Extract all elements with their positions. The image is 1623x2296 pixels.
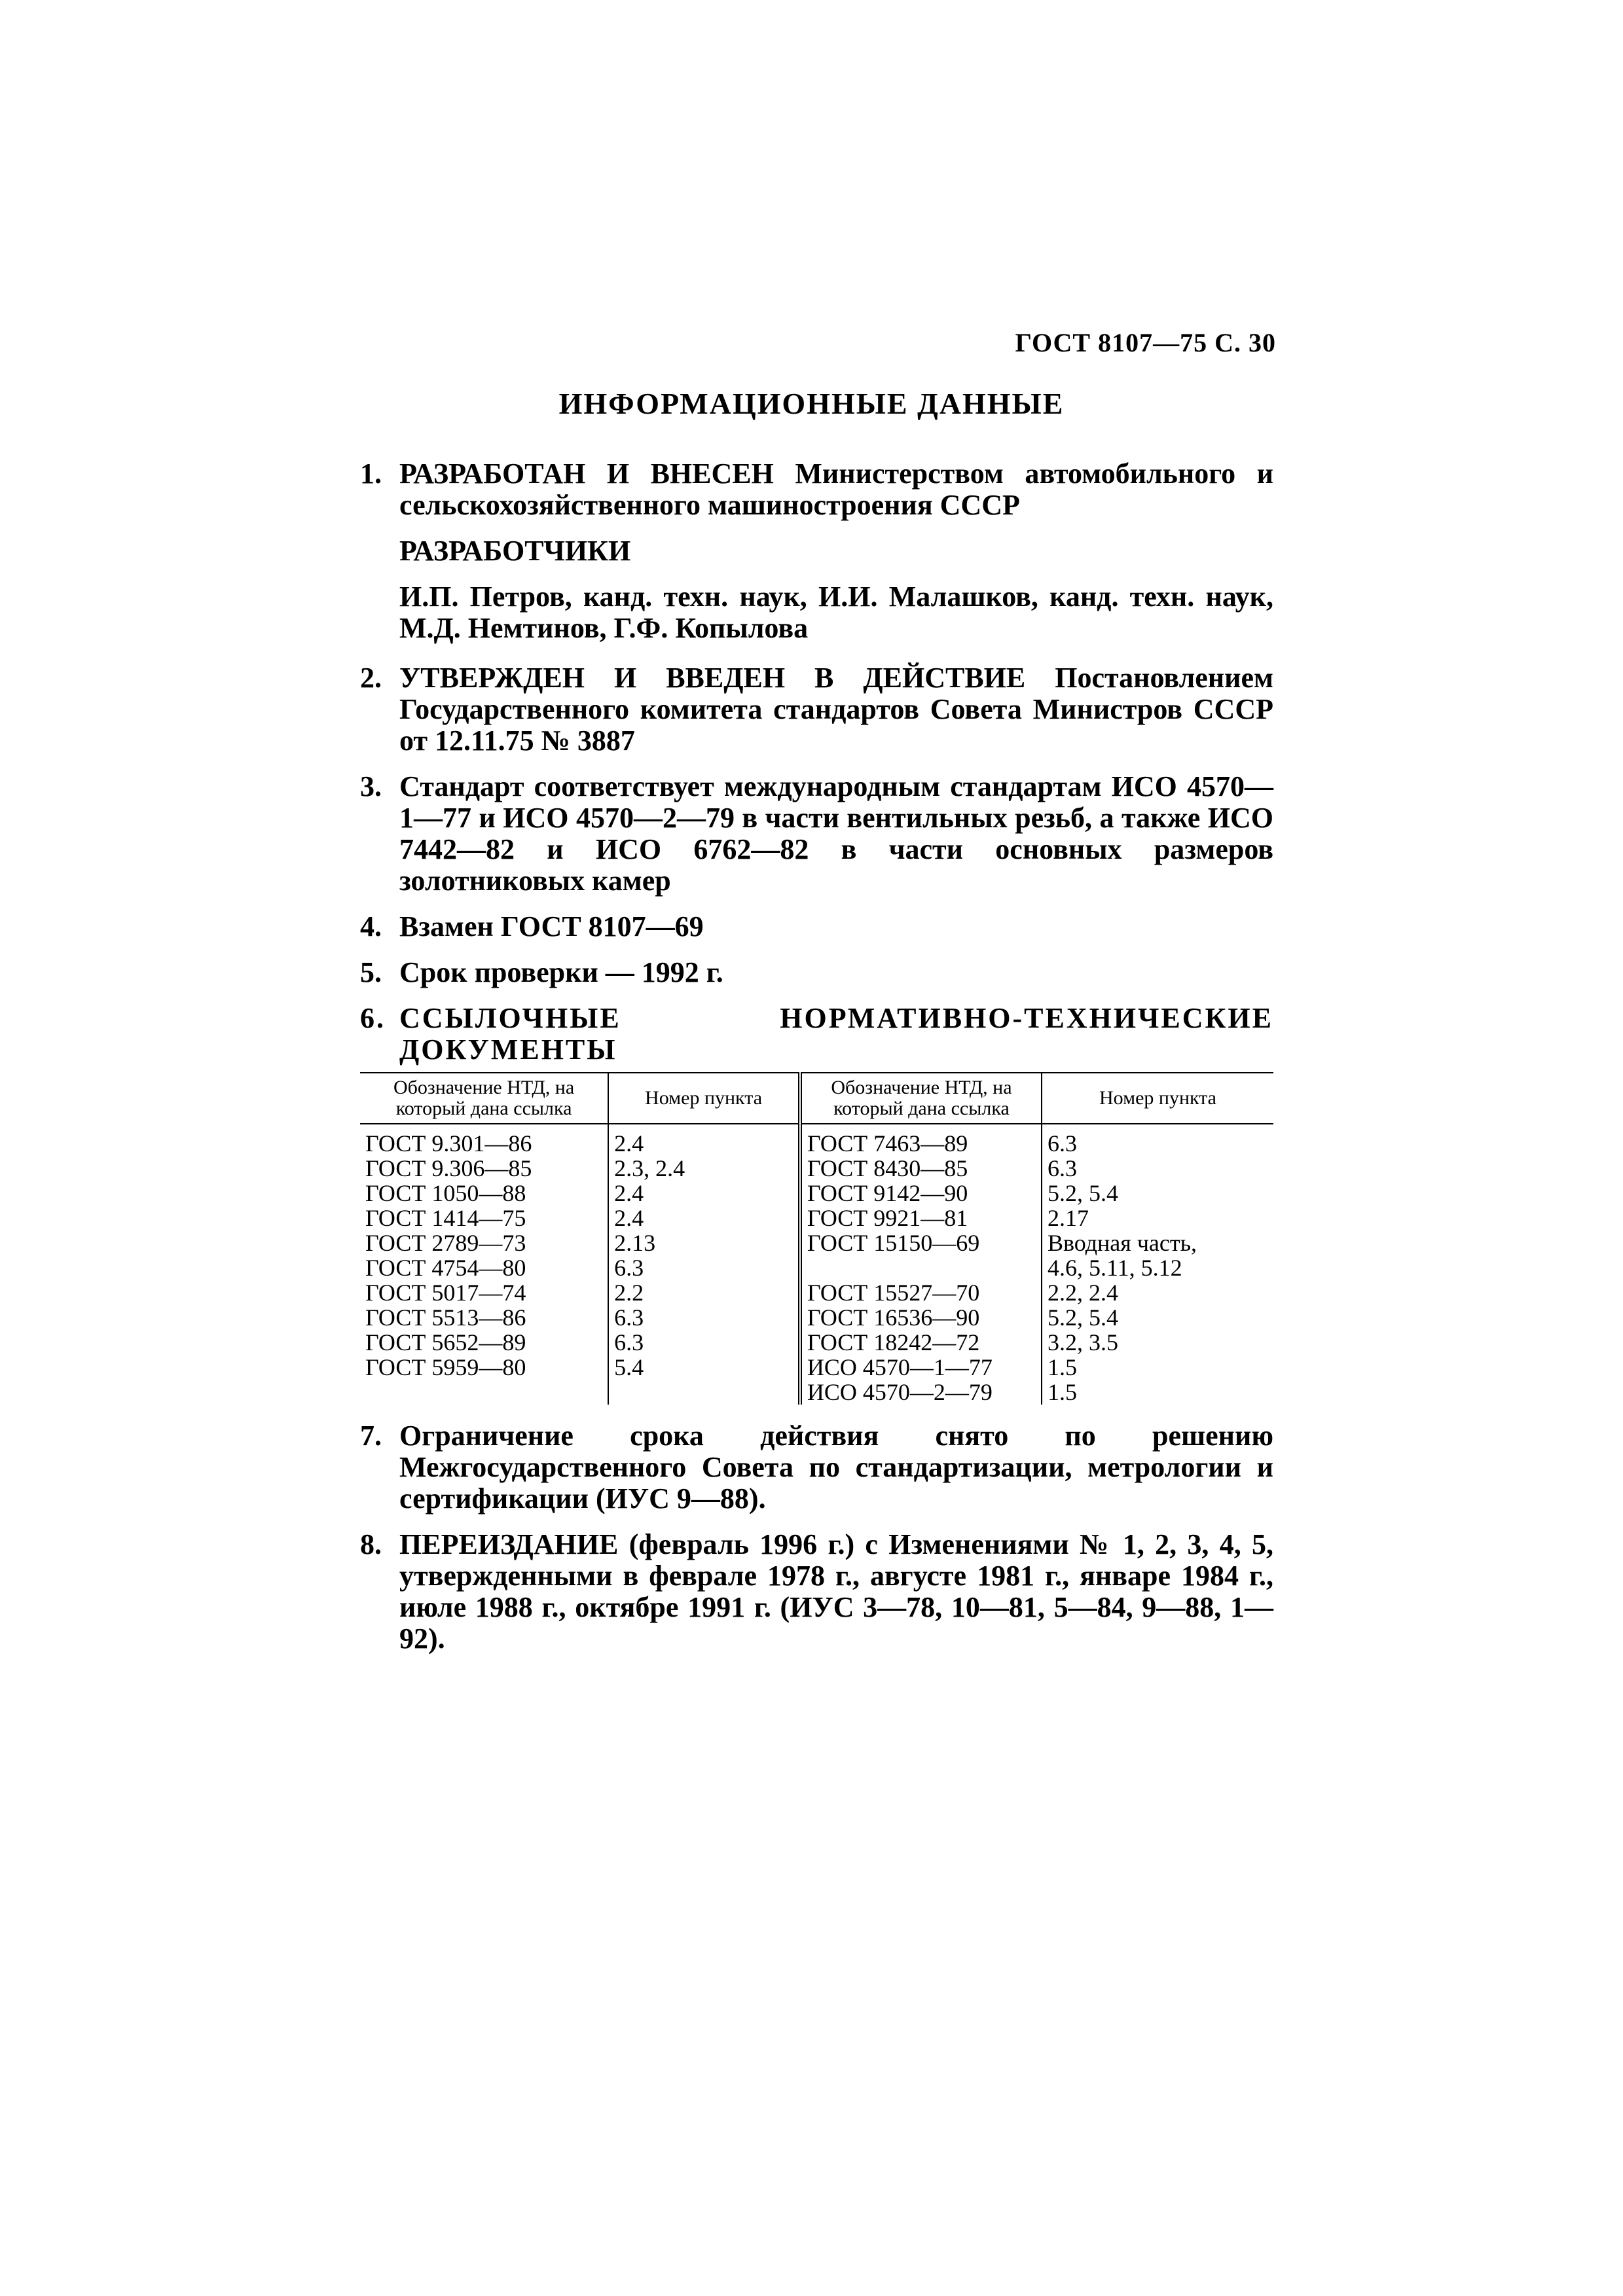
table-cell: 2.3, 2.4 — [608, 1156, 800, 1181]
column-header: Номер пункта — [1042, 1073, 1273, 1124]
table-cell: ГОСТ 2789—73 — [360, 1230, 608, 1255]
list-item-6 — [360, 1003, 1273, 1066]
item-number: 7. — [360, 1420, 382, 1452]
item-number: 5. — [360, 956, 382, 988]
table-cell: ГОСТ 9142—90 — [800, 1181, 1042, 1206]
table-cell: ГОСТ 4754—80 — [360, 1255, 608, 1280]
table-cell: Вводная часть, — [1047, 1230, 1197, 1256]
developers-heading: РАЗРАБОТЧИКИ — [399, 535, 631, 567]
table-cell: 3.2, 3.5 — [1047, 1329, 1118, 1355]
table-cell: 6.3 — [608, 1305, 800, 1330]
table-cell: ГОСТ 5652—89 — [360, 1330, 608, 1355]
table-cell: ГОСТ 9921—81 — [800, 1206, 1042, 1230]
item-number: 4. — [360, 910, 382, 942]
table-cell: 6.3 — [1047, 1130, 1077, 1157]
table-header-row — [360, 1073, 1273, 1124]
table-cell: 6.3 — [608, 1330, 800, 1355]
table-cell: ИСО 4570—2—79 — [800, 1380, 1042, 1405]
table-cell: 1.5 — [1047, 1379, 1077, 1405]
table-cell: 5.2, 5.4 — [1047, 1304, 1118, 1331]
developers-list: И.П. Петров, канд. техн. наук, И.И. Малашков, канд. техн. наук, М.Д. Немтинов, Г.Ф. Копылова — [399, 581, 1273, 644]
list-item-8 — [360, 1529, 1273, 1655]
list-item-5 — [360, 957, 1273, 988]
table-cell: ГОСТ 18242—72 — [800, 1330, 1042, 1355]
document-title: ИНФОРМАЦИОННЫЕ ДАННЫЕ — [558, 387, 1065, 420]
item-text: Срок проверки — 1992 г. — [399, 956, 723, 988]
column-header: Обозначение НТД, на который дана ссылка — [360, 1073, 608, 1124]
table-row — [360, 1206, 1273, 1230]
item-text: РАЗРАБОТАН И ВНЕСЕН Министерством автомобильного и сельскохозяйственного машиностроения СССР — [399, 457, 1273, 521]
table-cell: ГОСТ 16536—90 — [800, 1305, 1042, 1330]
table-cell: ГОСТ 5017—74 — [360, 1280, 608, 1305]
list-item-7 — [360, 1420, 1273, 1515]
list-item-4 — [360, 911, 1273, 942]
item-text: ПЕРЕИЗДАНИЕ (февраль 1996 г.) с Изменениями № 1, 2, 3, 4, 5, утвержденными в феврале 1978 г., августе 1981 г., январе 1984 г., июле 1988 г., октябре 1991 г. (ИУС 3—78, 10—81, 5—84, 9—88, 1—92). — [399, 1528, 1273, 1655]
table-row — [360, 1330, 1273, 1355]
table-cell: 2.4 — [608, 1206, 800, 1230]
table-cell: 6.3 — [1047, 1155, 1077, 1181]
references-table — [360, 1072, 1273, 1405]
table-cell: 2.4 — [608, 1181, 800, 1206]
item-number: 1. — [360, 457, 382, 490]
table-cell: 5.4 — [608, 1355, 800, 1380]
table-row — [360, 1380, 1273, 1405]
document-body — [360, 458, 1273, 1669]
table-row — [360, 1124, 1273, 1156]
table-cell: 2.13 — [608, 1230, 800, 1255]
table-cell — [360, 1380, 608, 1405]
table-row — [360, 1255, 1273, 1280]
table-row — [360, 1355, 1273, 1380]
table-cell: 2.2, 2.4 — [1047, 1280, 1118, 1306]
table-cell: 2.4 — [608, 1124, 800, 1156]
table-cell: 2.17 — [1047, 1205, 1089, 1231]
table-cell: ГОСТ 1414—75 — [360, 1206, 608, 1230]
table-cell: 5.2, 5.4 — [1047, 1180, 1118, 1206]
item-number: 3. — [360, 770, 382, 802]
item-text: Взамен ГОСТ 8107—69 — [399, 910, 704, 942]
list-item-3 — [360, 771, 1273, 897]
table-cell — [608, 1380, 800, 1405]
column-header: Номер пункта — [608, 1073, 800, 1124]
page-header: ГОСТ 8107—75 С. 30 — [1015, 328, 1276, 357]
table-row — [360, 1156, 1273, 1181]
item-number: 8. — [360, 1528, 382, 1560]
table-cell: ИСО 4570—1—77 — [800, 1355, 1042, 1380]
table-row — [360, 1280, 1273, 1305]
table-cell: ГОСТ 1050—88 — [360, 1181, 608, 1206]
item-number: 2. — [360, 662, 382, 694]
table-cell: ГОСТ 7463—89 — [800, 1124, 1042, 1156]
item-text: Ограничение срока действия снято по решению Межгосударственного Совета по стандартизации, метрологии и сертификации (ИУС 9—88). — [399, 1420, 1273, 1515]
table-cell: ГОСТ 15527—70 — [800, 1280, 1042, 1305]
table-cell — [800, 1255, 1042, 1280]
table-cell: 4.6, 5.11, 5.12 — [1047, 1255, 1182, 1281]
table-cell: ГОСТ 5959—80 — [360, 1355, 608, 1380]
table-row — [360, 1181, 1273, 1206]
table-cell: ГОСТ 5513—86 — [360, 1305, 608, 1330]
item-text: Стандарт соответствует международным стандартам ИСО 4570—1—77 и ИСО 4570—2—79 в части вентильных резьб, а также ИСО 7442—82 и ИСО 6762—82 в части основных размеров золотниковых камер — [399, 770, 1273, 897]
table-row — [360, 1305, 1273, 1330]
column-header: Обозначение НТД, на который дана ссылка — [800, 1073, 1042, 1124]
item-text: УТВЕРЖДЕН И ВВЕДЕН В ДЕЙСТВИЕ Постановлением Государственного комитета стандартов Совета Министров СССР от 12.11.75 № 3887 — [399, 662, 1273, 757]
table-row — [360, 1230, 1273, 1255]
list-item-1 — [360, 458, 1273, 521]
table-cell: ГОСТ 9.306—85 — [360, 1156, 608, 1181]
table-cell: 6.3 — [608, 1255, 800, 1280]
table-cell: ГОСТ 15150—69 — [800, 1230, 1042, 1255]
table-cell: 1.5 — [1047, 1354, 1077, 1380]
table-cell: ГОСТ 8430—85 — [800, 1156, 1042, 1181]
table-cell: 2.2 — [608, 1280, 800, 1305]
table-cell: ГОСТ 9.301—86 — [360, 1124, 608, 1156]
item-number: 6. — [360, 1002, 386, 1034]
list-item-2 — [360, 662, 1273, 757]
item-text: ССЫЛОЧНЫЕ НОРМАТИВНО-ТЕХНИЧЕСКИЕ ДОКУМЕНТЫ — [399, 1002, 1273, 1066]
